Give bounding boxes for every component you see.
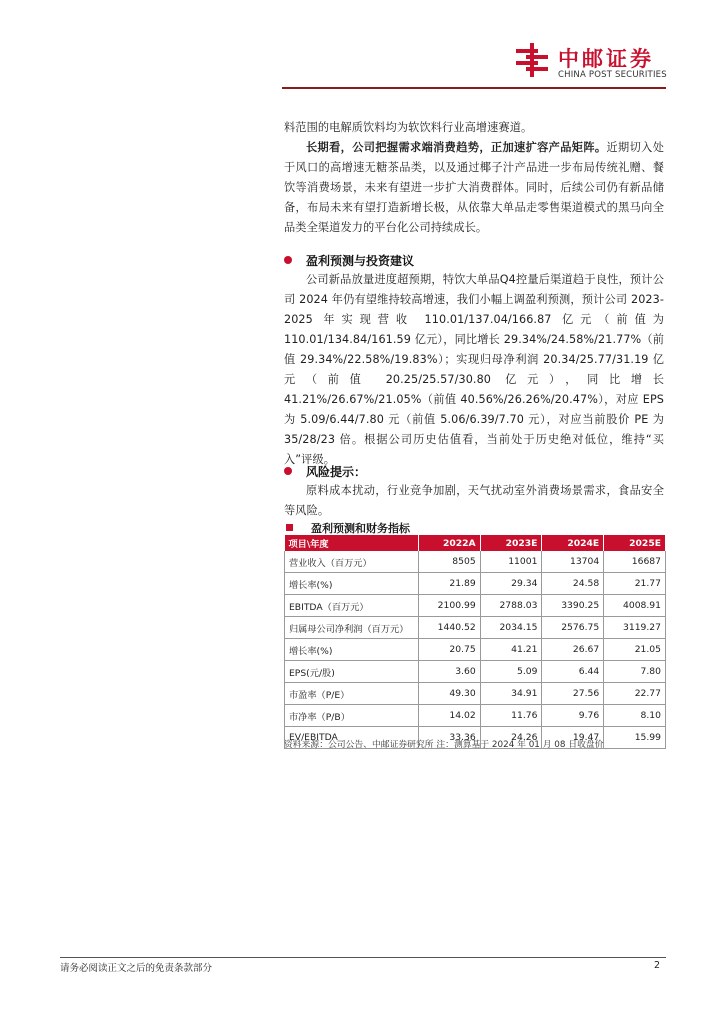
table-row (285, 639, 666, 661)
cell: 16687 (604, 551, 666, 573)
long-term-lead: 长期看，公司把握需求端消费趋势，正加速扩容产品矩阵。 (306, 141, 607, 154)
cell: 21.89 (418, 573, 480, 595)
row-label: 增长率(%) (285, 573, 419, 595)
risk-heading: 风险提示： (284, 463, 366, 480)
row-label: EV/EBITDA (285, 727, 419, 749)
row-label: 营业收入（百万元） (285, 551, 419, 573)
cell: 9.76 (542, 705, 604, 727)
table-row (285, 617, 666, 639)
bullet-icon (284, 467, 292, 475)
cell: 29.34 (480, 573, 542, 595)
risk-paragraph: 原料成本扰动，行业竞争加剧，天气扰动室外消费场景需求，食品安全等风险。 (284, 484, 664, 517)
cell: 24.58 (542, 573, 604, 595)
long-term-body: 近期切入处于风口的高增速无糖茶品类，以及通过椰子汁产品进一步布局传统礼赠、餐饮等消费场景，未来有望进一步扩大消费群体。同时，后续公司仍有新品储备，布局未来有望打造新增长极，从依靠大单品走零售渠道模式的黑马向全品类全渠道发力的平台化公司持续成长。 (284, 141, 664, 234)
cell: 49.30 (418, 683, 480, 705)
row-label: 归属母公司净利润（百万元） (285, 617, 419, 639)
cell: 14.02 (418, 705, 480, 727)
cell: 19.47 (542, 727, 604, 749)
table-row (285, 595, 666, 617)
cell: 8.10 (604, 705, 666, 727)
risk-section (284, 481, 664, 521)
logo-chinese-name: 中邮证券 (558, 47, 654, 71)
cell: 15.99 (604, 727, 666, 749)
cell: 34.91 (480, 683, 542, 705)
cell: 7.80 (604, 661, 666, 683)
table-row (285, 683, 666, 705)
cell: 2788.03 (480, 595, 542, 617)
cell: 26.67 (542, 639, 604, 661)
forecast-paragraph: 公司新品放量进度超预期，特饮大单品Q4控量后渠道趋于良性，预计公司 2024 年仍有望维持较高增速，我们小幅上调盈利预测，预计公司 2023-2025 年实现营收 110.01/137.04/166.87 亿元（前值为 110.01/134.84/161.59 亿元），同比增长 29.34%/24.58%/21.77%（前值 29.34%/22.58%/19.83%）；实现归母净利润 20.34/25.77/31.19 亿元（前值 20.25/25.57/30.80 亿元），同比增长 41.21%/26.67%/21.05%（前值 40.56%/26.26%/20.47%），对应 EPS 为 5.09/6.44/7.80 元（前值 5.06/6.39/7.70 元），对应当前股价 PE 为 35/28/23 倍。根据公司历史估值看，当前处于历史绝对低位，维持“买入”评级。 (284, 273, 664, 466)
cell: 3390.25 (542, 595, 604, 617)
header-divider (282, 87, 666, 89)
table-row (285, 661, 666, 683)
footer-disclaimer: 请务必阅读正文之后的免责条款部分 (60, 963, 213, 974)
cell: 5.09 (480, 661, 542, 683)
table-row (285, 705, 666, 727)
row-label: EPS(元/股) (285, 661, 419, 683)
header-2023e: 2023E (480, 535, 542, 551)
cell: 2100.99 (418, 595, 480, 617)
intro-line: 料范围的电解质饮料均为软饮料行业高增速赛道。 (284, 121, 533, 134)
financial-forecast-table (284, 535, 666, 749)
square-bullet-icon (286, 524, 293, 531)
header-2022a: 2022A (418, 535, 480, 551)
table-row (285, 573, 666, 595)
header-item-year: 项目\年度 (285, 535, 419, 551)
cell: 13704 (542, 551, 604, 573)
cell: 41.21 (480, 639, 542, 661)
table-source-note: 资料来源：公司公告、中邮证券研究所 注：测算基于 2024 年 01 月 08 日收盘价 (284, 740, 604, 750)
row-label: 市盈率（P/E） (285, 683, 419, 705)
footer-divider (60, 957, 666, 958)
cell: 8505 (418, 551, 480, 573)
cell: 11.76 (480, 705, 542, 727)
cell: 1440.52 (418, 617, 480, 639)
row-label: 市净率（P/B） (285, 705, 419, 727)
forecast-section (284, 270, 664, 470)
intro-section (284, 118, 664, 238)
china-post-logo-icon (512, 40, 552, 80)
long-term-paragraph (284, 138, 664, 238)
cell: 3.60 (418, 661, 480, 683)
cell: 20.75 (418, 639, 480, 661)
cell: 21.05 (604, 639, 666, 661)
table-row (285, 551, 666, 573)
cell: 24.26 (480, 727, 542, 749)
forecast-heading: 盈利预测与投资建议 (284, 252, 414, 269)
cell: 11001 (480, 551, 542, 573)
cell: 33.36 (418, 727, 480, 749)
cell: 6.44 (542, 661, 604, 683)
row-label: EBITDA（百万元） (285, 595, 419, 617)
row-label: 增长率(%) (285, 639, 419, 661)
cell: 2576.75 (542, 617, 604, 639)
cell: 3119.27 (604, 617, 666, 639)
logo-english-name: CHINA POST SECURITIES (558, 70, 667, 80)
cell: 22.77 (604, 683, 666, 705)
cell: 27.56 (542, 683, 604, 705)
table-header-row (285, 535, 666, 551)
bullet-icon (284, 256, 292, 264)
cell: 2034.15 (480, 617, 542, 639)
cell: 21.77 (604, 573, 666, 595)
page-number: 2 (654, 960, 661, 971)
company-logo (512, 40, 672, 84)
header-2024e: 2024E (542, 535, 604, 551)
cell: 4008.91 (604, 595, 666, 617)
table-title: 盈利预测和财务指标 (286, 520, 410, 536)
header-2025e: 2025E (604, 535, 666, 551)
